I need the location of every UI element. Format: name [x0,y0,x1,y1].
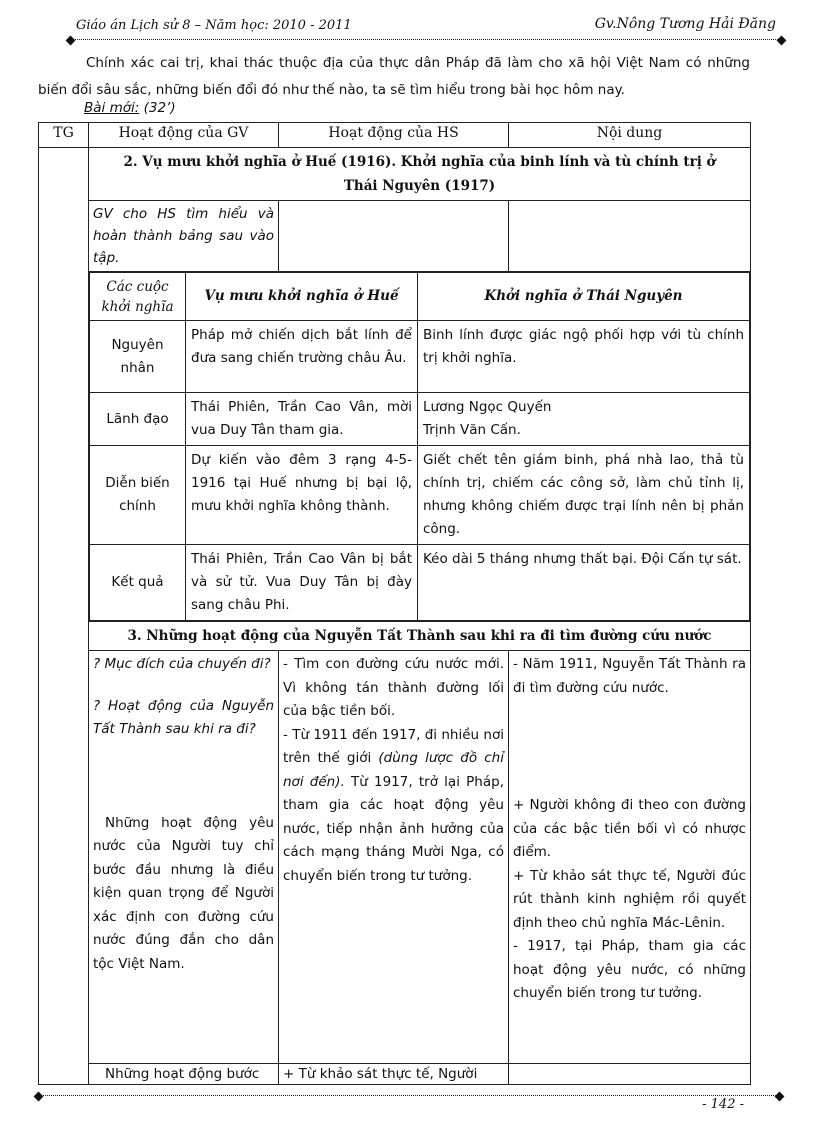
hs-answer-map-note: (dùng lược đồ chỉ nơi đến). [283,750,504,790]
lesson-table [38,122,751,1085]
leaders-hue: Thái Phiên, Trần Cao Vân, mời vua Duy Tân tham gia. [186,393,418,446]
result-hue: Thái Phiên, Trần Cao Vân bị bắt và sử tử. Vua Duy Tân bị đày sang châu Phi. [186,545,418,621]
section3-content-cell [509,651,751,1064]
page-footer [38,1082,780,1096]
inner-header-thai-nguyen: Khởi nghĩa ở Thái Nguyên [418,273,750,321]
result-thai-nguyen: Kéo dài 5 tháng nhưng thất bại. Đội Cấn tự sát. [418,545,750,621]
hs-answer-activities [283,724,504,889]
inner-header-uprisings: Các cuộc khởi nghĩa [90,273,186,321]
section3-hs-cell [279,651,509,1064]
hs-answer-activities-end: Từ 1917, trở lại Pháp, tham gia các hoạt động yêu nước, tiếp nhận ảnh hưởng của cách mạng tháng Mười Nga, có chuyển biến trong tư tưởng. [283,773,504,884]
row-label-events: Diễn biến chính [90,446,186,545]
section2-gv-row [39,201,751,272]
header-author: Gv.Nông Tương Hải Đăng [594,16,776,32]
footer-divider [38,1095,780,1096]
header-content: Nội dung [509,123,751,148]
inner-row-cause [90,321,750,393]
inner-header-row [90,273,750,321]
new-lesson-title: Bài mới: [84,100,140,116]
section2-title: 2. Vụ mưu khởi nghĩa ở Huế (1916). Khởi nghĩa của binh lính và tù chính trị ở Thái Nguyên (1917) [89,148,751,201]
hs-answer-purpose: - Tìm con đường cứu nước mới. Vì không tán thành đường lối của bậc tiền bối. [283,656,504,719]
content-1917: - 1917, tại Pháp, tham gia các hoạt động yêu nước, có những chuyển biến trong tư tưởng. [513,938,746,1001]
section3-title: 3. Những hoạt động của Nguyễn Tất Thành sau khi ra đi tìm đường cứu nước [89,622,751,651]
row-label-result: Kết quả [90,545,186,621]
footer-diamond-left-icon [34,1092,44,1102]
events-hue: Dự kiến vào đêm 3 rạng 4-5-1916 tại Huế nhưng bị bại lộ, mưu khởi nghĩa không thành. [186,446,418,545]
header-gv: Hoạt động của GV [89,123,279,148]
inner-row-leaders [90,393,750,446]
section2-content-empty [509,201,751,272]
section2-hs-empty [279,201,509,272]
tg-cell [39,148,89,1085]
header-hs: Hoạt động của HS [279,123,509,148]
content-1911: - Năm 1911, Nguyễn Tất Thành ra đi tìm đường cứu nước. [513,656,746,696]
content-not-follow: + Người không đi theo con đường của các bậc tiền bối vì có nhược điểm. [513,797,746,860]
gv-question-activities: ? Hoạt động của Nguyễn Tất Thành sau khi ra đi? [93,697,274,737]
table-header-row [39,123,751,148]
header-tg: TG [39,123,89,148]
section2-inner-cell [89,272,751,622]
page-header [70,14,782,40]
section2-inner-row [39,272,751,622]
inner-row-result [90,545,750,621]
cause-thai-nguyen: Binh lính được giác ngộ phối hợp với tù chính trị khởi nghĩa. [418,321,750,393]
row-label-cause: Nguyên nhân [90,321,186,393]
header-diamond-left-icon [66,36,76,46]
new-lesson-label [84,100,176,116]
gv-note-significance: Những hoạt động yêu nước của Người tuy chỉ bước đầu nhưng là điều kiện quan trọng để Người xác định con đường cứu nước đúng đắn cho dân tộc Việt Nam. [93,814,274,972]
events-thai-nguyen: Giết chết tên giám binh, phá nhà lao, thả tù chính trị, chiếm các công sở, làm chủ tỉnh lị, nhưng không chiếm được trại lính nên bị phản công. [418,446,750,545]
gv-question-purpose: ? Mục đích của chuyến đi? [93,656,271,672]
section3-gv-cell [89,651,279,1064]
header-diamond-right-icon [777,36,787,46]
header-divider [70,39,782,40]
section2-title-row [39,148,751,201]
leaders-thai-nguyen: Lương Ngọc Quyến Trịnh Văn Cấn. [418,393,750,446]
hs-answer-activities-start: - Từ 1911 đến 1917, đi nhiều nơi trên thế giới [283,726,504,766]
new-lesson-time: (32’) [139,100,176,116]
section2-gv-note: GV cho HS tìm hiểu và hoàn thành bảng sau vào tập. [89,201,279,272]
header-left-text: Giáo án Lịch sử 8 – Năm học: 2010 - 2011 [76,18,352,33]
footer-diamond-right-icon [775,1092,785,1102]
row-label-leaders: Lãnh đạo [90,393,186,446]
section3-title-row [39,622,751,651]
inner-header-hue: Vụ mưu khởi nghĩa ở Huế [186,273,418,321]
cause-hue: Pháp mở chiến dịch bắt lính để đưa sang chiến trường châu Âu. [186,321,418,393]
intro-text: Chính xác cai trị, khai thác thuộc địa của thực dân Pháp đã làm cho xã hội Việt Nam có những biến đổi sâu sắc, những biến đổi đó như thế nào, ta sẽ tìm hiểu trong bài học hôm nay. [38,55,750,98]
gv-continuation: Những hoạt động bước [89,1064,279,1085]
content-marxism: + Từ khảo sát thực tế, Người đúc rút thành kinh nghiệm rồi quyết định theo chủ nghĩa Mác-Lênin. [513,867,746,931]
intro-paragraph [38,50,750,104]
section3-body-row [39,651,751,1064]
hs-continuation: + Từ khảo sát thực tế, Người [279,1064,509,1085]
uprising-comparison-table [89,272,750,621]
inner-row-events [90,446,750,545]
page-number: - 142 - [702,1097,744,1112]
